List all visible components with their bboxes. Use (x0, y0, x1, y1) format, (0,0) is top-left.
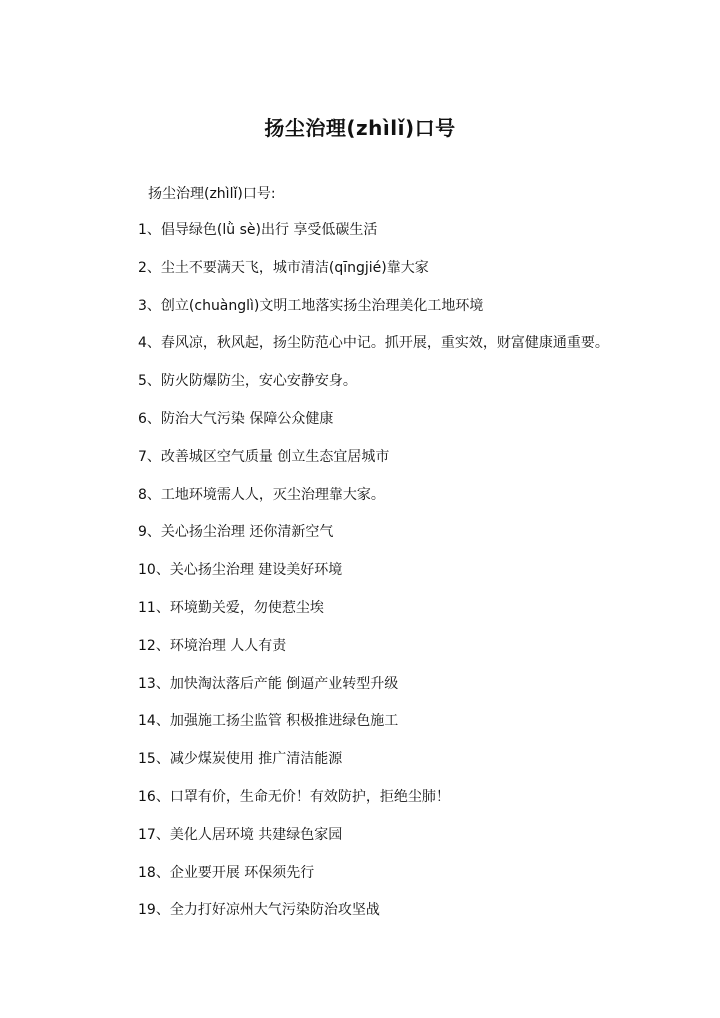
list-item: 17、美化人居环境 共建绿色家园 (138, 826, 343, 843)
list-item: 9、关心扬尘治理 还你清新空气 (138, 524, 334, 541)
list-item: 14、加强施工扬尘监管 积极推进绿色施工 (138, 713, 399, 730)
slogan-list (138, 220, 609, 938)
list-item: 15、减少煤炭使用 推广清洁能源 (138, 751, 343, 768)
list-item: 13、加快淘汰落后产能 倒逼产业转型升级 (138, 675, 399, 692)
list-item: 6、防治大气污染 保障公众健康 (138, 410, 334, 427)
list-item: 10、关心扬尘治理 建设美好环境 (138, 562, 343, 579)
list-item: 1、倡导绿色(lǜ sè)出行 享受低碳生活 (138, 222, 378, 238)
list-item: 16、口罩有价，生命无价！有效防护，拒绝尘肺！ (138, 788, 450, 805)
intro-line: 扬尘治理(zhìlǐ)口号: (148, 186, 276, 202)
list-item: 8、工地环境需人人，灭尘治理靠大家。 (138, 486, 385, 503)
document-title: 扬尘治理(zhìlǐ)口号 (264, 116, 456, 140)
list-item: 3、创立(chuànglì)文明工地落实扬尘治理美化工地环境 (138, 297, 484, 314)
list-item: 18、企业要开展 环保须先行 (138, 864, 315, 881)
list-item: 7、改善城区空气质量 创立生态宜居城市 (138, 448, 390, 465)
list-item: 11、环境勤关爱，勿使惹尘埃 (138, 599, 324, 616)
list-item: 5、防火防爆防尘，安心安静安身。 (138, 373, 357, 390)
list-item: 12、环境治理 人人有责 (138, 637, 287, 654)
list-item: 4、春风凉，秋风起，扬尘防范心中记。抓开展，重实效，财富健康通重要。 (138, 335, 609, 352)
list-item: 19、全力打好凉州大气污染防治攻坚战 (138, 902, 380, 919)
list-item: 2、尘土不要满天飞，城市清洁(qīngjié)靠大家 (138, 259, 429, 276)
